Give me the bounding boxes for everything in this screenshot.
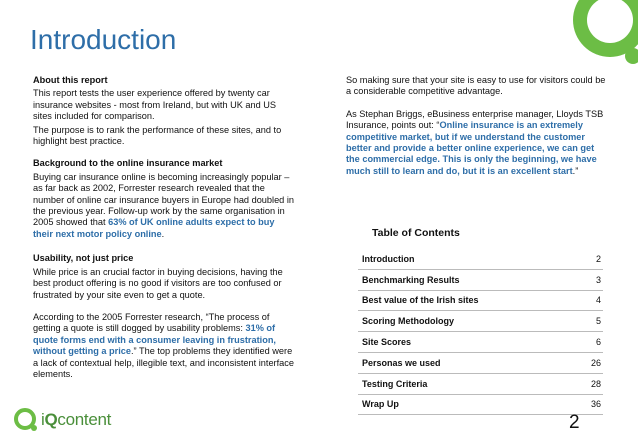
toc-row[interactable] — [358, 332, 603, 353]
forrester-text: According to the 2005 Forrester research, “The process of getting a quote is still dogged by usability problems: — [33, 311, 270, 334]
left-column — [33, 75, 295, 380]
quote-intro: As Stephan Briggs, eBusiness enterprise manager, Lloyds TSB Insurance, points out: “ — [346, 108, 604, 131]
toc-page: 3 — [575, 269, 603, 290]
toc-page: 26 — [575, 352, 603, 373]
toc-row[interactable] — [358, 249, 603, 269]
logo-text — [41, 410, 111, 430]
page-title: Introduction — [30, 24, 177, 55]
toc-page: 28 — [575, 373, 603, 394]
toc-page: 6 — [575, 332, 603, 353]
logo-letter-i: i — [41, 410, 45, 429]
toc-label: Benchmarking Results — [358, 269, 575, 290]
quote-highlight: Online insurance is an extremely competitive market, but if we understand the customer better and provide a better online experience, we can get the commercial edge. This is only the beginning, we have much still to learn and do, but it is an excellent start — [346, 120, 597, 176]
toc-title: Table of Contents — [372, 227, 460, 239]
about-heading: About this report — [33, 75, 108, 85]
right-column — [346, 75, 608, 177]
toc-row[interactable] — [358, 269, 603, 290]
toc-label: Best value of the Irish sites — [358, 290, 575, 311]
toc-label: Personas we used — [358, 352, 575, 373]
forrester-paragraph — [33, 312, 295, 380]
usability-paragraph: While price is an crucial factor in buying decisions, having the best product offering is no good if visitors are too confused or frustrated by your site even to get a quote. — [33, 266, 283, 300]
toc-page: 2 — [575, 249, 603, 269]
iqcontent-logo — [14, 408, 111, 432]
quote-paragraph — [346, 109, 608, 177]
toc-label: Scoring Methodology — [358, 311, 575, 332]
purpose-paragraph: The purpose is to rank the performance of these sites, and to highlight best practice. — [33, 124, 282, 147]
background-text: Buying car insurance online is becoming increasingly popular – as far back as 2002, Forrester research revealed that the number of online car insurance buyers in Europe had doubled in the previous year. Follow-up work by the same organisation in 2005 showed that — [33, 171, 294, 228]
iqcontent-logo-icon — [14, 408, 38, 432]
toc-row[interactable] — [358, 394, 603, 415]
logo-word-content: content — [57, 410, 112, 429]
about-paragraph: This report tests the user experience offered by twenty car insurance websites - most from Ireland, but with UK and US sites included for comparison. — [33, 88, 277, 122]
toc-label: Wrap Up — [358, 394, 575, 415]
background-end: . — [161, 228, 165, 239]
background-heading: Background to the online insurance market — [33, 158, 223, 169]
toc-label: Testing Criteria — [358, 373, 575, 394]
toc-label: Introduction — [358, 249, 575, 269]
background-paragraph — [33, 172, 295, 240]
background-highlight: 63% of UK online adults expect to buy their next motor policy online — [33, 217, 275, 239]
forrester-highlight: 31% of quote forms end with a consumer leaving in frustration, without getting a price — [33, 323, 276, 357]
toc-row[interactable] — [358, 290, 603, 311]
table-of-contents — [358, 249, 603, 415]
toc-row[interactable] — [358, 373, 603, 394]
brand-circle-graphic — [560, 0, 638, 66]
toc-row[interactable] — [358, 311, 603, 332]
toc-page: 5 — [575, 311, 603, 332]
forrester-end: .” The top problems they identified were a lack of contextual help, illegible text, and inconsistent interface elements. — [33, 346, 294, 379]
usability-heading: Usability, not just price — [33, 253, 134, 264]
toc-page: 36 — [575, 394, 603, 415]
advantage-paragraph: So making sure that your site is easy to use for visitors could be a considerable competitive advantage. — [346, 75, 606, 97]
toc-row[interactable] — [358, 352, 603, 373]
quote-end: .” — [572, 165, 579, 176]
toc-page: 4 — [575, 290, 603, 311]
toc-label: Site Scores — [358, 332, 575, 353]
logo-letter-q: Q — [44, 410, 58, 429]
page-number: 2 — [569, 412, 580, 433]
